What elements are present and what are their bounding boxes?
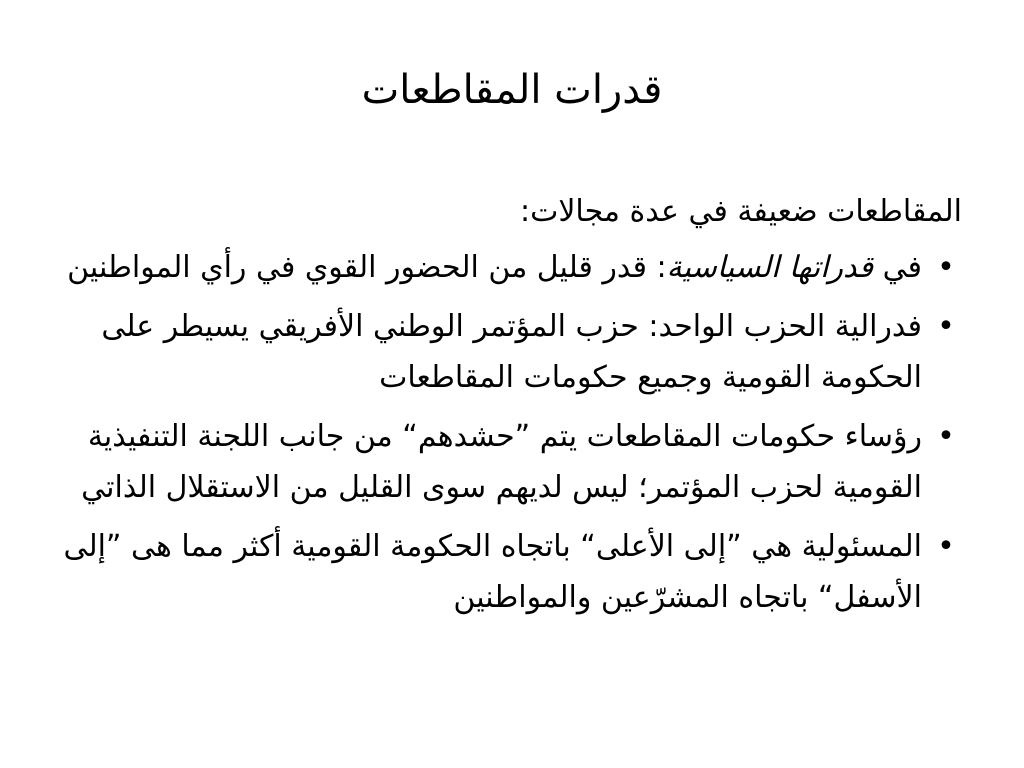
bullet-dot-icon: • <box>937 529 955 564</box>
bullet-item-political-capacity <box>60 242 962 293</box>
bullet-text: رؤساء حكومات المقاطعات يتم ”حشدهم“ من جانب اللجنة التنفيذية القومية لحزب المؤتمر؛ ليس لديهم سوى القليل من الاستقلال الذاتي <box>81 419 922 505</box>
bullet-emphasis: قدراتها السياسية <box>666 250 874 285</box>
bullet-item-accountability <box>60 521 962 623</box>
intro-text: المقاطعات ضعيفة في عدة مجالات: <box>519 194 962 229</box>
bullet-item-one-party-federalism <box>60 301 962 403</box>
bullet-dot-icon: • <box>937 419 955 454</box>
bullet-text: المسئولية هي ”إلى الأعلى“ باتجاه الحكومة القومية أكثر مما هى ”إلى الأسفل“ باتجاه المشرّعين والمواطنين <box>63 529 922 615</box>
bullet-list <box>60 242 962 623</box>
bullet-rest: : قدر قليل من الحضور القوي في رأي المواطنين <box>67 250 667 285</box>
bullet-item-premiers-deployed <box>60 411 962 513</box>
bullet-dot-icon: • <box>937 250 955 285</box>
bullet-prefix: في <box>873 250 922 285</box>
bullet-text: فدرالية الحزب الواحد: حزب المؤتمر الوطني الأفريقي يسيطر على الحكومة القومية وجميع حكومات المقاطعات <box>101 309 922 395</box>
slide-title: قدرات المقاطعات <box>361 67 663 113</box>
bullet-dot-icon: • <box>937 309 955 344</box>
slide-content <box>60 186 962 631</box>
